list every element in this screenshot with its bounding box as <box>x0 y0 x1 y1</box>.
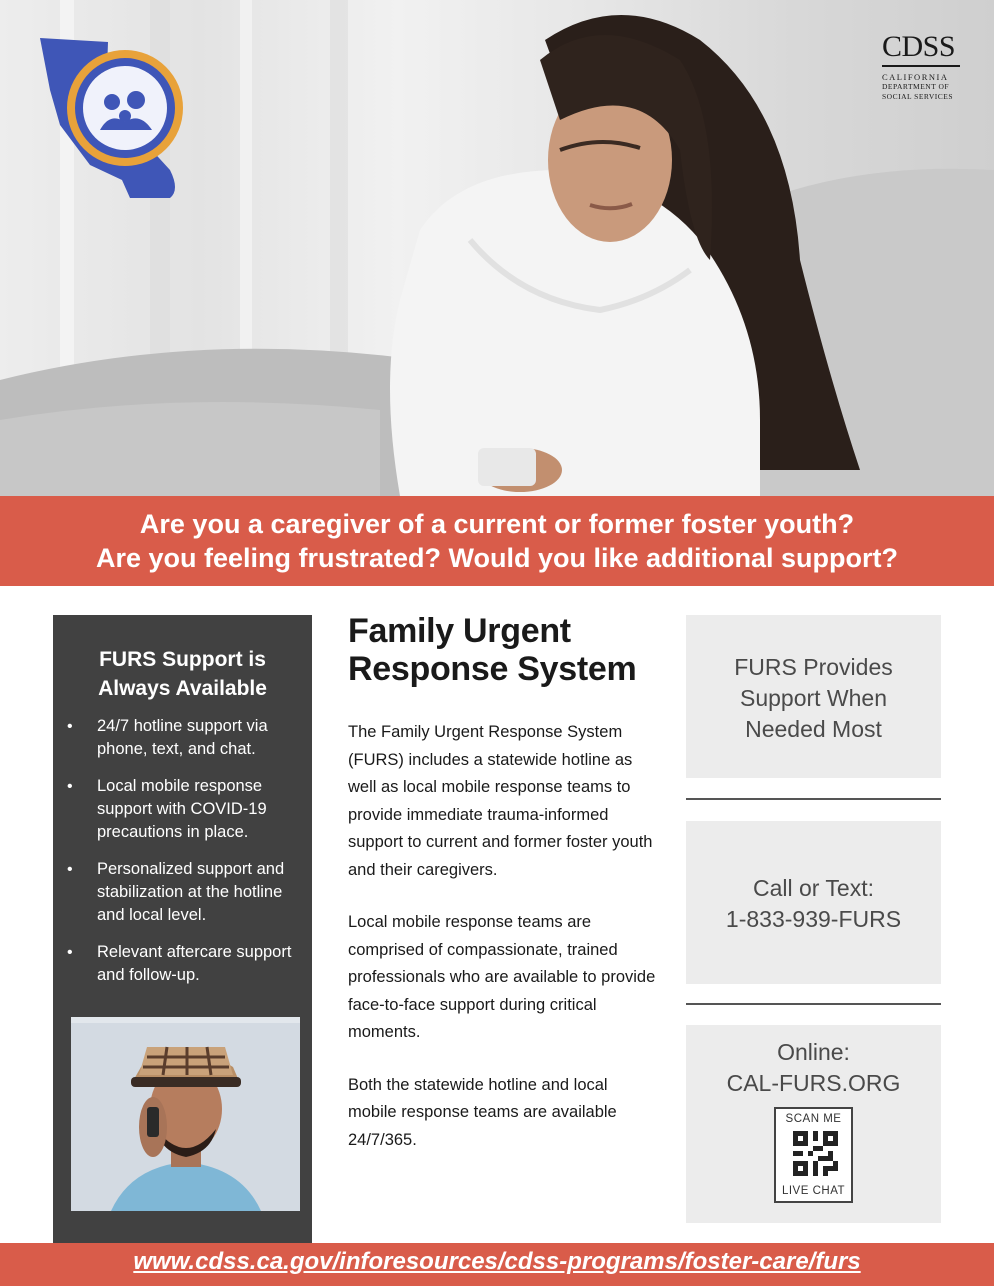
list-item-text: Relevant aftercare support and follow-up. <box>97 943 292 984</box>
live-chat-label: LIVE CHAT <box>781 1185 846 1197</box>
list-item <box>53 941 312 987</box>
title-line-1: Family Urgent <box>348 612 571 650</box>
footer-bar <box>0 1243 994 1286</box>
bullet-icon: • <box>67 778 73 795</box>
list-item <box>53 775 312 844</box>
support-sidebar <box>53 615 312 1243</box>
mobile-teams-paragraph: Local mobile response teams are comprised of compassionate, trained professionals who are available to provide face-to-face support during critical moments. <box>348 913 656 1041</box>
cdss-department: DEPARTMENT OF <box>882 82 950 91</box>
support-list <box>53 715 312 987</box>
website-link[interactable]: CAL-FURS.ORG <box>726 1070 901 1096</box>
question-banner <box>0 496 994 586</box>
footer-url-link[interactable]: www.cdss.ca.gov/inforesources/cdss-programs/foster-care/furs <box>133 1248 861 1275</box>
qr-code-icon <box>793 1131 838 1176</box>
cdss-social-services: SOCIAL SERVICES <box>882 92 954 101</box>
phone-number[interactable]: 1-833-939-FURS <box>725 906 902 932</box>
scan-me-label: SCAN ME <box>785 1113 842 1125</box>
list-item-text: 24/7 hotline support via phone, text, and chat. <box>97 717 268 758</box>
page-title <box>348 612 658 688</box>
banner-line-2: Are you feeling frustrated? Would you like additional support? <box>95 543 899 573</box>
cdss-logo <box>882 32 964 102</box>
list-item <box>53 715 312 761</box>
provides-support-box <box>686 615 941 778</box>
call-label: Call or Text: <box>752 875 874 901</box>
bullet-icon: • <box>67 861 73 878</box>
cdss-california: CALIFORNIA <box>882 72 949 82</box>
intro-paragraph: The Family Urgent Response System (FURS) includes a statewide hotline as well as local mobile response teams to provide immediate trauma-informed support to current and former foster youth and their caregivers. <box>348 723 653 879</box>
qr-code-card[interactable] <box>774 1107 853 1203</box>
banner-line-1: Are you a caregiver of a current or former foster youth? <box>139 509 855 539</box>
provides-line-3: Needed Most <box>745 716 882 742</box>
divider <box>686 798 941 800</box>
bullet-icon: • <box>67 944 73 961</box>
online-box <box>686 1025 941 1223</box>
sidebar-heading-line-1: FURS Support is <box>99 648 266 671</box>
cdss-wordmark: CDSS <box>882 30 956 63</box>
availability-paragraph: Both the statewide hotline and local mobile response teams are available 24/7/365. <box>348 1075 617 1149</box>
list-item <box>53 858 312 927</box>
cal-furs-logo <box>30 30 200 210</box>
title-line-2: Response System <box>348 650 637 688</box>
list-item-text: Personalized support and stabilization at the hotline and local level. <box>97 860 285 924</box>
list-item-text: Local mobile response support with COVID-19 precautions in place. <box>97 777 267 841</box>
hero-photo <box>0 0 994 496</box>
provides-line-1: FURS Provides <box>734 654 893 680</box>
sidebar-heading <box>53 645 312 703</box>
divider <box>686 1003 941 1005</box>
sidebar-heading-line-2: Always Available <box>98 677 267 700</box>
main-content <box>348 612 658 1154</box>
man-on-phone-photo <box>71 1017 300 1211</box>
bullet-icon: • <box>67 718 73 735</box>
call-text-box <box>686 821 941 984</box>
online-label: Online: <box>777 1039 850 1065</box>
cdss-divider <box>882 65 960 67</box>
provides-line-2: Support When <box>739 685 888 711</box>
